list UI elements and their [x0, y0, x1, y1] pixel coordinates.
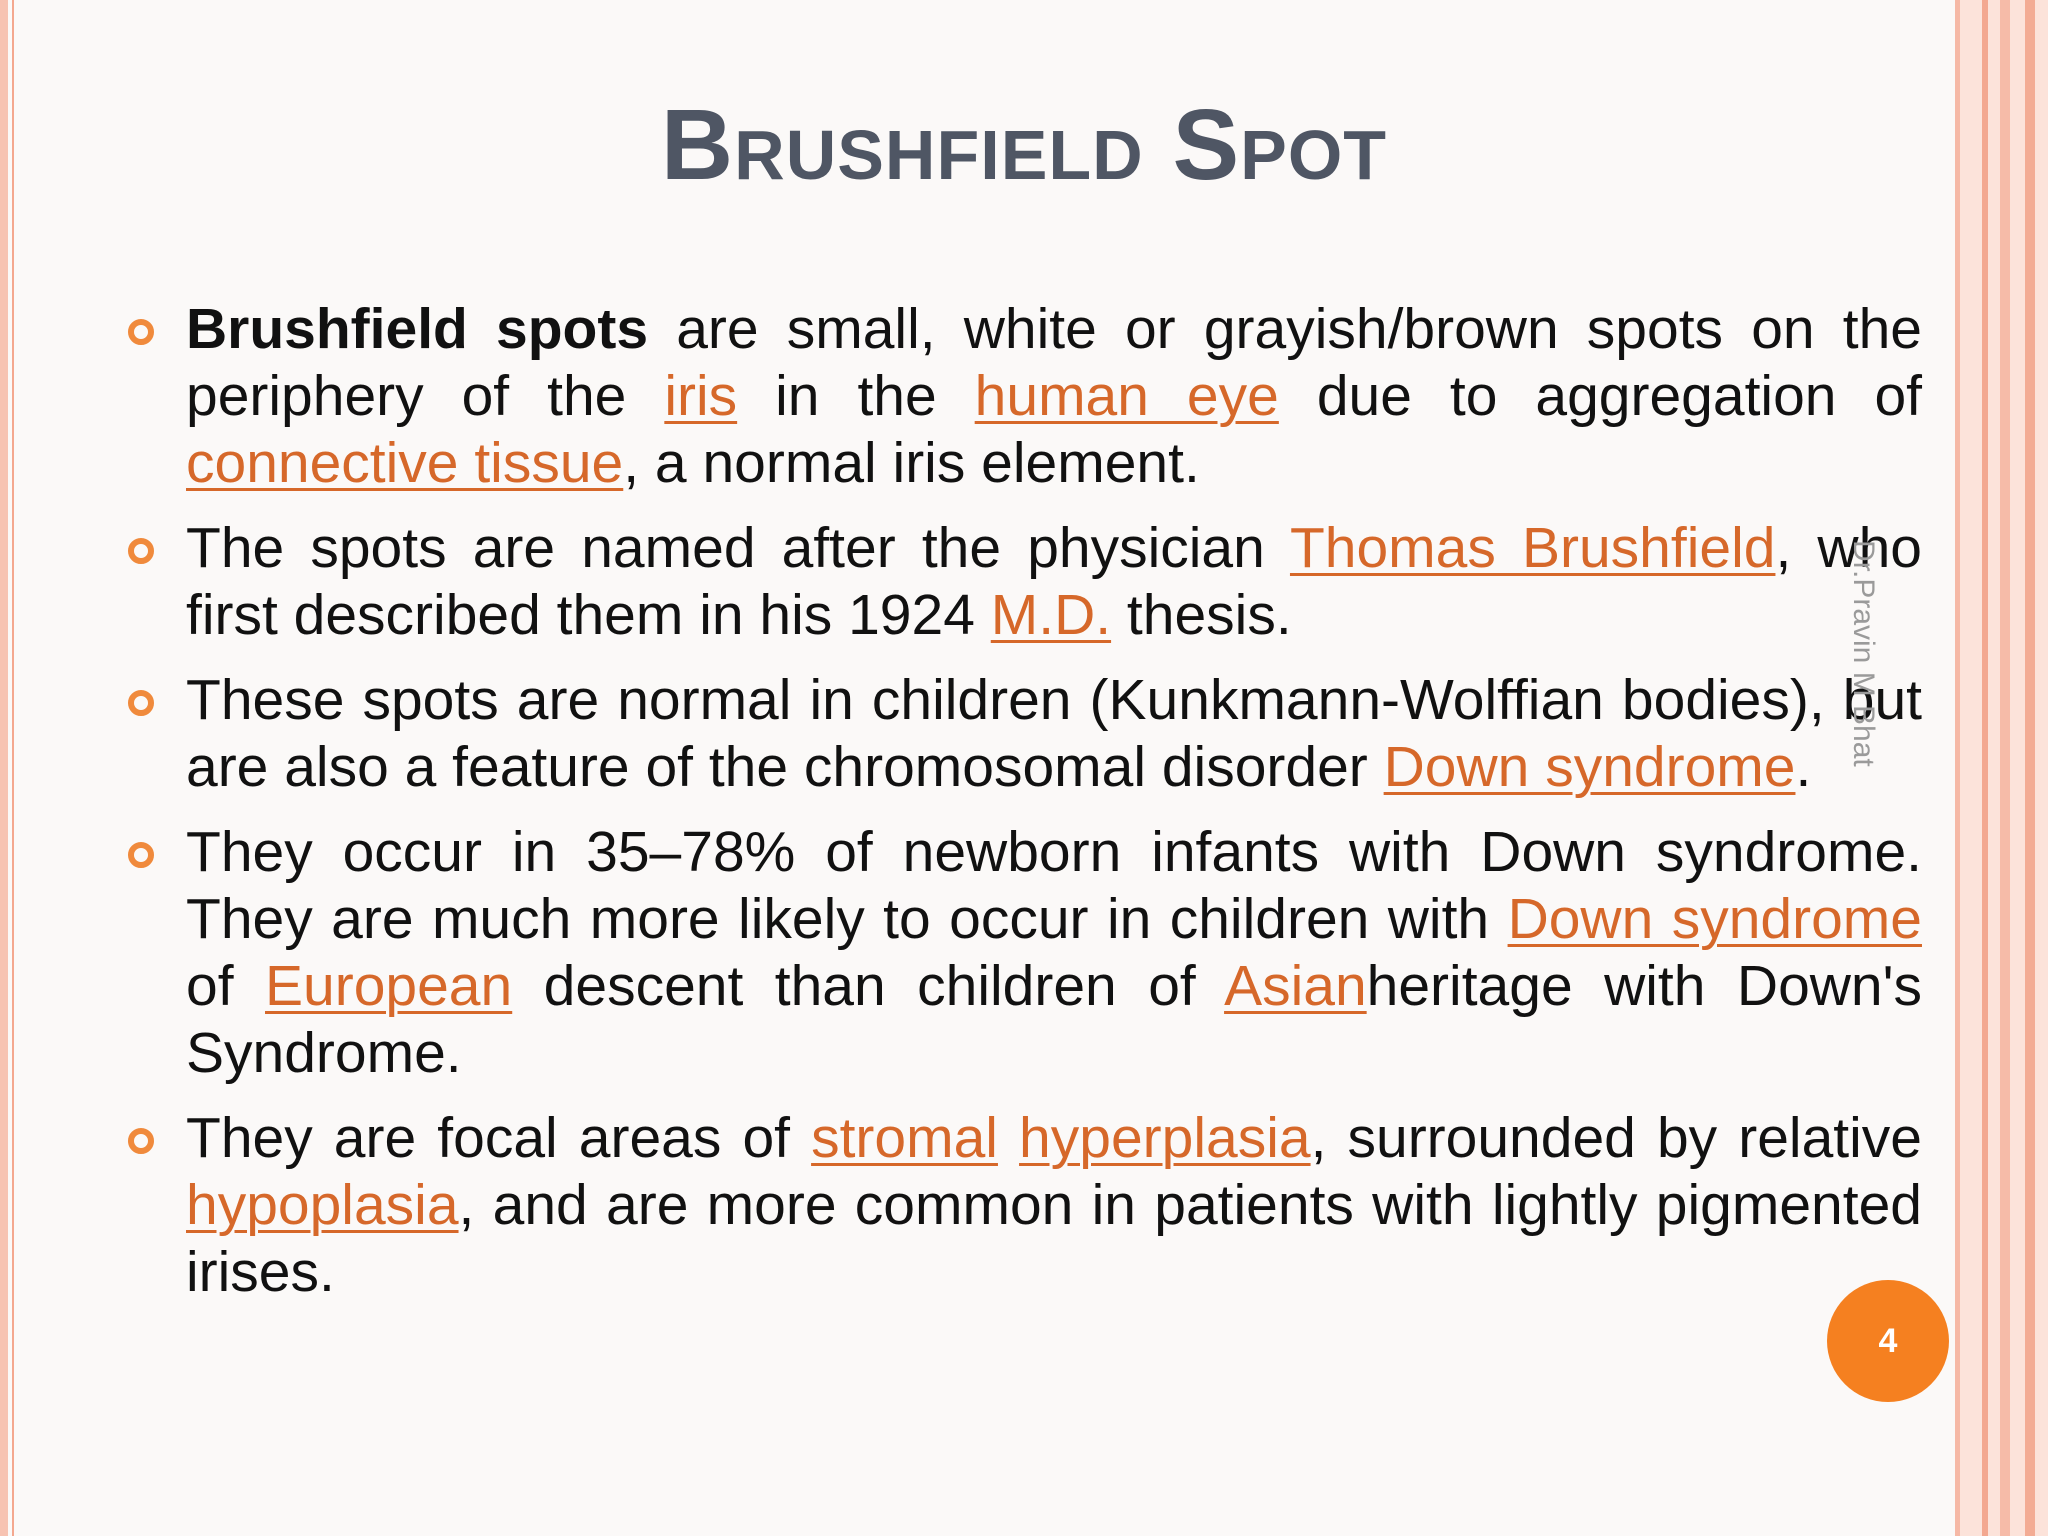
- right-border-stripe-2: [1982, 0, 1988, 1536]
- link-md[interactable]: M.D.: [990, 583, 1112, 647]
- bullet-item: [126, 515, 1922, 649]
- right-border-stripe-3: [2000, 0, 2010, 1536]
- text: in the: [737, 364, 975, 428]
- bullet-circle-icon: [128, 538, 154, 564]
- left-border-stripe: [0, 0, 8, 1536]
- author-watermark: Dr.Pravin M Bhat: [1847, 540, 1880, 767]
- bullet-item: [126, 819, 1922, 1087]
- text: are small, white or grayish/brown spots on the periphery of the: [186, 297, 1923, 428]
- left-border-line: [12, 0, 14, 1536]
- text: descent than children of: [512, 954, 1225, 1018]
- link-connective-tissue[interactable]: connective tissue: [186, 431, 624, 495]
- bold-term: Brushfield spots: [186, 297, 649, 361]
- link-stromal[interactable]: stromal: [811, 1106, 998, 1170]
- link-down-syndrome[interactable]: Down syndrome: [1507, 887, 1922, 951]
- bullet-circle-icon: [128, 842, 154, 868]
- text: of: [186, 954, 265, 1018]
- link-iris[interactable]: iris: [664, 364, 738, 428]
- link-hyperplasia[interactable]: hyperplasia: [1019, 1106, 1311, 1170]
- link-down-syndrome[interactable]: Down syndrome: [1383, 735, 1796, 799]
- bullet-item: [126, 296, 1922, 497]
- link-thomas-brushfield[interactable]: Thomas Brushfield: [1289, 516, 1776, 580]
- text: , and are more common in patients with lightly pigmented irises.: [186, 1173, 1922, 1304]
- bullet-list: [126, 296, 1922, 1324]
- text: They are focal areas of: [186, 1106, 812, 1170]
- text: [998, 1106, 1019, 1170]
- bullet-circle-icon: [128, 1128, 154, 1154]
- text: thesis.: [1111, 583, 1292, 647]
- bullet-item: [126, 667, 1922, 801]
- right-border-stripe-1: [1955, 0, 1960, 1536]
- link-european[interactable]: European: [265, 954, 513, 1018]
- slide-title: Brushfield Spot: [660, 89, 1388, 201]
- text: The spots are named after the physician: [186, 516, 1290, 580]
- link-asian[interactable]: Asian: [1224, 954, 1367, 1018]
- link-human-eye[interactable]: human eye: [974, 364, 1279, 428]
- bullet-circle-icon: [128, 690, 154, 716]
- text: .: [1795, 735, 1812, 799]
- text: They occur in 35–78% of newborn infants with Down syndrome. They are much more likely to occur in children with: [186, 820, 1922, 951]
- text: , who first described them in his 1924: [186, 516, 1922, 647]
- text: due to aggregation of: [1278, 364, 1922, 428]
- text: , a normal iris element.: [623, 431, 1200, 495]
- bullet-circle-icon: [128, 319, 154, 345]
- text: , surrounded by relative: [1310, 1106, 1922, 1170]
- text: heritage with Down's Syndrome.: [186, 954, 1923, 1085]
- link-hypoplasia[interactable]: hypoplasia: [186, 1173, 459, 1237]
- page-number-badge: 4: [1827, 1280, 1949, 1402]
- text: These spots are normal in children (Kunkmann-Wolffian bodies), but are also a feature of the chromosomal disorder: [186, 668, 1922, 799]
- right-border-stripe-4: [2025, 0, 2035, 1536]
- bullet-item: [126, 1105, 1922, 1306]
